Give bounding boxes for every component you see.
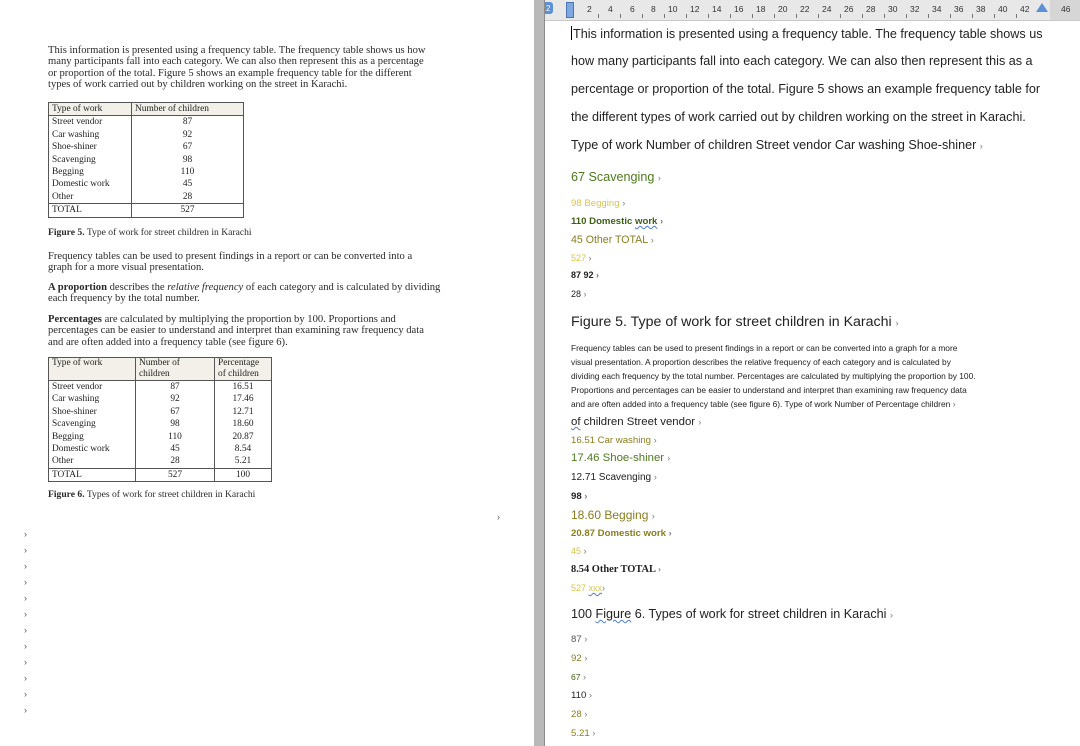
text-run: 45 Other TOTAL [571,234,648,246]
table-cell: TOTAL [49,468,136,481]
text-line: each frequency by the total number. [48,293,200,305]
text-line[interactable] [571,452,670,464]
ruler-tick [950,14,951,18]
table-cell: 18.60 [215,418,272,430]
paragraph-percentages [48,314,468,348]
ruler-number: 18 [756,4,766,14]
text-line[interactable] [571,564,661,575]
ruler-number: 16 [734,4,744,14]
text-run: This information is presented using a frequency table. The frequency table shows us [573,27,1043,41]
paragraph-mark: › [596,270,600,280]
spellcheck-word[interactable]: xxx [588,583,603,593]
table-total-row [49,204,244,217]
text-run: 12.71 Scavenging [571,472,652,483]
table-cell: 110 [136,431,215,443]
paragraph-mark: › [584,491,588,501]
table-header: Percentage of children [215,358,272,381]
text-line[interactable] [571,26,1043,41]
ruler-tick [686,14,687,18]
paragraph-mark: › [653,435,657,445]
figure-6-heading[interactable] [571,607,893,621]
ruler-number: 4 [608,4,613,14]
text-line[interactable] [571,198,625,209]
source-document-image [0,0,534,746]
text-line[interactable] [571,216,663,227]
figure-5-caption [48,227,252,238]
text-line[interactable] [571,472,657,483]
text-line: percentages can be easier to understand and interpret than examining raw frequency data [48,325,424,337]
text-line[interactable] [571,528,672,539]
paragraph-mark: › [584,653,588,663]
ruler-tick [818,14,819,18]
table-row [49,178,244,190]
ruler-tick [884,14,885,18]
paragraph-mark: › [651,511,655,521]
table-cell: 28 [136,455,215,468]
table-cell: 110 [132,166,244,178]
ruler-tick [928,14,929,18]
table-row [49,116,244,129]
ruler-number: 34 [932,4,942,14]
text-line[interactable] [571,82,1040,96]
table-row [49,406,272,418]
ruler-number: 24 [822,4,832,14]
text-run: 17.46 Shoe-shiner [571,452,665,464]
text-run: 98 [571,491,582,502]
ruler-number: 2 [546,4,551,13]
paragraph-mark: › [24,625,27,635]
text-run: 67 [571,672,581,682]
paragraph-mark: › [582,672,586,682]
ruler-tick [774,14,775,18]
table-cell: Domestic work [49,443,136,455]
text-line[interactable] [571,371,976,381]
percentage-table [48,357,272,482]
paragraph-mark: › [668,528,672,538]
text-run: Figure 5. Type of work for street children in Karachi [571,314,892,330]
text-run: 527 [571,583,589,593]
ruler-number: 42 [1020,4,1030,14]
text-line[interactable] [571,399,956,409]
table-row [49,141,244,153]
ruler-tick [994,14,995,18]
table-row [49,443,272,455]
text-line[interactable] [571,634,587,645]
table-cell: Shoe-shiner [49,406,136,418]
text-run: 5.21 [571,728,590,739]
table-cell: 8.54 [215,443,272,455]
caption-text: Types of work for street children in Karachi [84,489,256,500]
text-run: children Street vendor [580,416,696,428]
ruler-number: 12 [690,4,700,14]
paragraph-intro [48,45,468,91]
right-indent-marker-icon[interactable] [1036,3,1048,12]
paragraph-mark: › [24,641,27,651]
text-run: Proportions and percentages can be easier to understand and interpret than examining raw frequency data [571,385,967,395]
paragraph-mark: › [895,318,899,328]
paragraph-mark: › [24,529,27,539]
paragraph-mark: › [584,709,588,719]
paragraph-mark: › [24,577,27,587]
table-cell: 92 [136,393,215,405]
ruler-number: 28 [866,4,876,14]
text-line[interactable] [571,653,587,664]
paragraph-mark: › [588,690,592,700]
text-run: 6. Types of work for street children in Karachi [631,607,887,621]
text-line[interactable] [571,435,657,446]
table-cell: 45 [132,178,244,190]
text-run: 110 [571,690,587,701]
text-line[interactable] [571,546,587,556]
ruler-number: 46 [1061,4,1071,14]
table-cell: 20.87 [215,431,272,443]
ruler-tick [752,14,753,18]
text-run: are calculated by multiplying the proportion by 100. Proportions and [101,314,396,325]
text-line[interactable] [571,54,1033,68]
paragraph-mark: › [698,417,702,427]
text-run: of each category and is calculated by dividing [243,282,441,293]
ruler-number: 2 [587,4,592,14]
figure-5-heading[interactable] [571,314,899,330]
ruler-tick [796,14,797,18]
text-run: 87 [571,634,582,645]
horizontal-ruler[interactable] [545,0,1080,21]
text-line: and are often added into a frequency table (see figure 6). [48,336,288,348]
table-cell: 16.51 [215,381,272,394]
paragraph-mark: › [497,512,500,522]
text-run: Frequency tables can be used to present findings in a report or can be converted into a graph for a more [571,343,958,353]
text-line: or proportion of the total. Figure 5 shows an example frequency table for the different [48,67,412,79]
table-cell: 67 [132,141,244,153]
table-row [49,154,244,166]
text-line: types of work carried out by children working on the street in Karachi. [48,79,348,91]
ruler-tick [972,14,973,18]
ruler-number: 14 [712,4,722,14]
ruler-number: 10 [668,4,678,14]
text-run: how many participants fall into each category. We can also then represent this as a [571,54,1033,68]
paragraph-mark: › [24,561,27,571]
paragraph-mark: › [889,610,893,620]
text-run: 28 [571,709,582,720]
caption-text: Type of work for street children in Karachi [84,227,252,238]
text-line[interactable] [571,690,592,701]
text-line[interactable] [571,289,587,299]
paragraph-frequency-tables [48,251,468,274]
table-row [49,455,272,468]
ruler-number: 22 [800,4,810,14]
paragraph-mark: › [653,472,657,482]
table-header: Type of work [49,358,136,381]
text-run: 100 [571,607,596,621]
table-row [49,393,272,405]
table-cell: 28 [132,191,244,204]
table-cell: Begging [49,431,136,443]
table-cell: Other [49,455,136,468]
bold-term: A proportion [48,282,107,293]
paragraph-mark: › [24,593,27,603]
text-run: the different types of work carried out by children working on the street in Karachi. [571,110,1026,124]
table-cell: 67 [136,406,215,418]
text-run: 67 Scavenging [571,170,655,184]
ruler-number: 32 [910,4,920,14]
ruler-number: 38 [976,4,986,14]
text-line: many participants fall into each category. We can also then represent this as a percentage [48,56,424,68]
table-cell: 17.46 [215,393,272,405]
text-line[interactable] [571,343,957,353]
text-line[interactable] [571,672,586,682]
ruler-tick [862,14,863,18]
text-line: graph for a more visual presentation. [48,262,204,274]
caption-label: Figure 5. [48,227,85,238]
text-line [48,282,468,293]
table-cell: 527 [136,468,215,481]
paragraph-mark: › [592,728,596,738]
paragraph-mark: › [24,609,27,619]
table-header: Type of work [49,103,132,116]
ruler-tick [620,14,621,18]
table-cell: Car washing [49,393,136,405]
paragraph-mark: › [602,583,606,593]
spellcheck-word[interactable]: of [571,416,581,428]
ruler-tick [1016,14,1017,18]
table-cell: TOTAL [49,204,132,217]
text-run: 87 92 [571,270,594,280]
ruler-tick [840,14,841,18]
paragraph-mark: › [588,253,592,263]
paragraph-mark: › [24,673,27,683]
paragraph-mark: › [24,689,27,699]
table-row [49,418,272,430]
text-run: and are often added into a frequency table (see figure 6). Type of work Number of Percentage children [571,399,951,409]
paragraph-mark: › [24,657,27,667]
text-run: 20.87 Domestic work [571,528,666,539]
caption-label: Figure 6. [48,489,85,500]
paragraph-mark: › [657,173,661,183]
text-run: 92 [571,653,582,664]
paragraph-mark: › [583,546,587,556]
paragraph-mark: › [660,216,664,226]
ruler-tick [730,14,731,18]
table-cell: Street vendor [49,381,136,394]
figure-6-caption [48,489,255,500]
text-line[interactable] [571,416,701,428]
ruler-tick [906,14,907,18]
text-run: Type of work Number of children Street vendor Car washing Shoe-shiner [571,138,977,152]
paragraph-mark: › [583,289,587,299]
split-view-divider[interactable] [534,0,544,746]
paragraph-mark: › [584,634,588,644]
ruler-number: 26 [844,4,854,14]
text-run: percentage or proportion of the total. Figure 5 shows an example frequency table for [571,82,1041,96]
text-run: 45 [571,546,582,556]
text-run: dividing each frequency by the total number. Percentages are calculated by multiplying the proportion by 100. [571,371,976,381]
paragraph-mark: › [952,399,956,409]
table-cell: Begging [49,166,132,178]
table-total-row [49,468,272,481]
text-line[interactable] [571,728,595,739]
indent-marker-icon[interactable] [566,2,574,18]
ruler-tick [664,14,665,18]
ruler-number: 20 [778,4,788,14]
table-cell: Other [49,191,132,204]
paragraph-mark: › [650,235,654,245]
table-cell: 100 [215,468,272,481]
text-line[interactable] [571,138,983,152]
text-line[interactable] [571,170,661,184]
table-cell: Street vendor [49,116,132,129]
converted-text-pane[interactable] [545,0,1080,746]
ruler-number: 8 [651,4,656,14]
table-row [49,129,244,141]
text-line[interactable] [571,270,599,280]
table-cell: 45 [136,443,215,455]
text-line[interactable] [571,508,655,522]
text-run: 28 [571,289,582,299]
text-run: 110 Domestic [571,216,635,227]
table-cell: Car washing [49,129,132,141]
table-cell: 92 [132,129,244,141]
table-header: Number of children [136,358,215,381]
paragraph-mark: › [658,564,662,574]
text-run: 98 Begging [571,198,620,209]
text-line [48,314,468,325]
paragraph-proportion [48,282,468,305]
text-run: describes the [106,282,168,293]
text-line[interactable] [571,110,1026,124]
paragraph-mark: › [24,705,27,715]
text-line: Frequency tables can be used to present findings in a report or can be converted into a [48,251,413,262]
ruler-tick [708,14,709,18]
table-cell: 5.21 [215,455,272,468]
text-run: 16.51 Car washing [571,435,651,446]
paragraph-mark: › [622,198,626,208]
spellcheck-word[interactable]: Figure [595,607,632,621]
table-header: Number of children [132,103,244,116]
table-row [49,381,272,394]
text-line: This information is presented using a frequency table. The frequency table shows us how [48,45,426,56]
text-run: 8.54 Other TOTAL [571,564,656,575]
text-cursor [571,26,572,40]
table-cell: 98 [136,418,215,430]
bold-term: Percentages [48,314,102,325]
table-cell: 527 [132,204,244,217]
paragraph-mark: › [24,545,27,555]
table-cell: Domestic work [49,178,132,190]
text-line[interactable] [571,709,587,720]
table-cell: 87 [132,116,244,129]
text-run: 18.60 Begging [571,508,649,522]
ruler-tick [598,14,599,18]
text-line[interactable] [571,385,967,395]
text-line[interactable] [571,357,951,367]
paragraph-mark: › [979,141,983,151]
text-line[interactable] [571,583,605,593]
table-cell: 12.71 [215,406,272,418]
text-line[interactable] [571,253,592,263]
table-cell: 98 [132,154,244,166]
ruler-number: 40 [998,4,1008,14]
frequency-table [48,102,244,218]
ruler-number: 30 [888,4,898,14]
text-run: 527 [571,253,587,263]
table-cell: Scavenging [49,418,136,430]
table-row [49,191,244,204]
text-line[interactable] [571,491,587,502]
table-cell: 87 [136,381,215,394]
ruler-number: 36 [954,4,964,14]
text-line[interactable] [571,234,654,246]
ruler-number: 6 [630,4,635,14]
paragraph-mark: › [667,453,671,463]
table-row [49,431,272,443]
ruler-tick [642,14,643,18]
spellcheck-word[interactable]: work [635,216,658,227]
table-cell: Scavenging [49,154,132,166]
table-cell: Shoe-shiner [49,141,132,153]
text-run: visual presentation. A proportion describes the relative frequency of each category and is calculated by [571,357,951,367]
table-row [49,166,244,178]
italic-term: relative frequency [167,282,244,293]
